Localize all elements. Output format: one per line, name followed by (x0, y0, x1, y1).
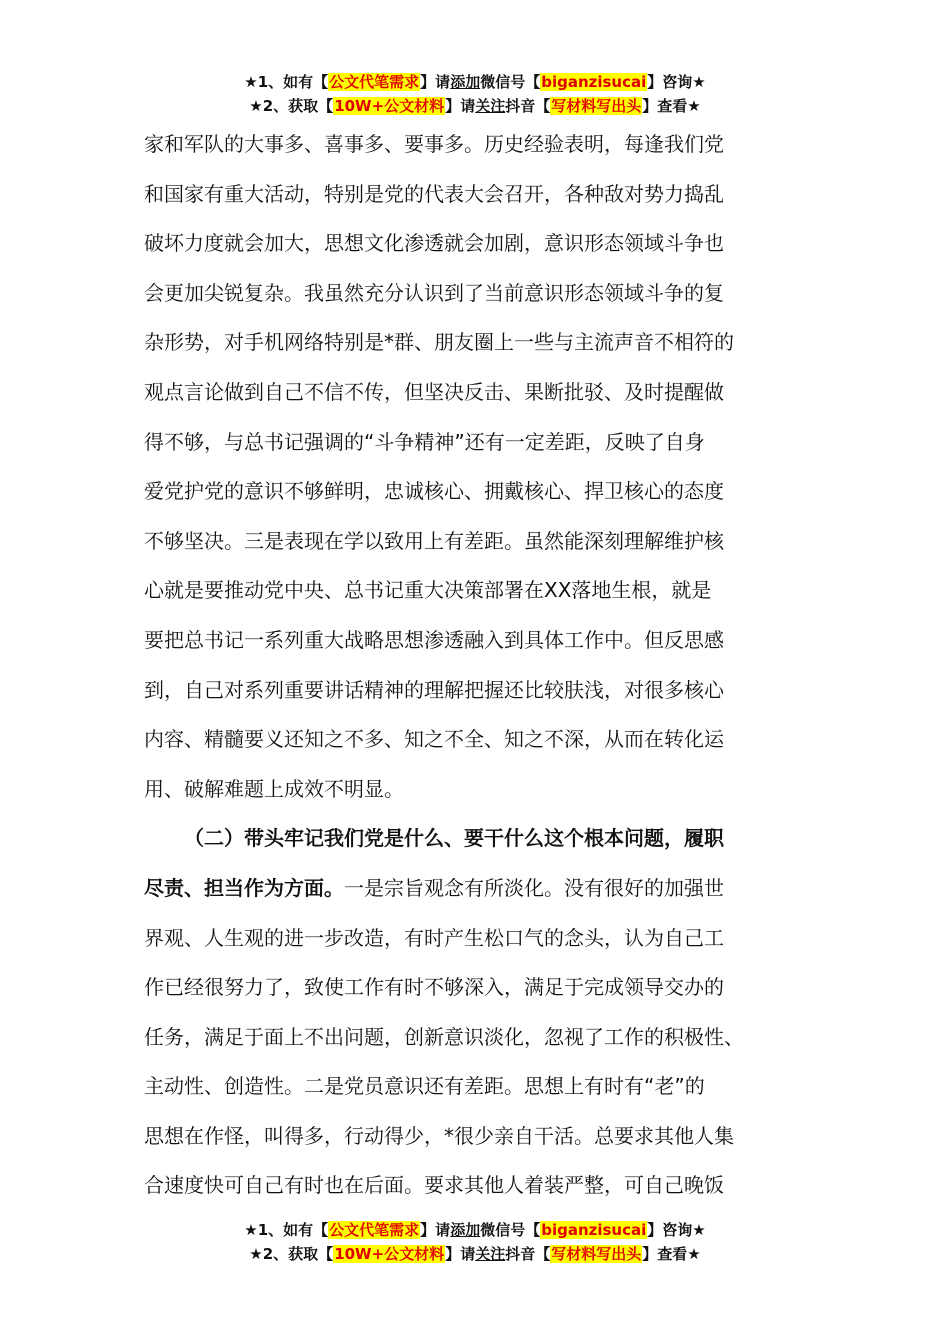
body-line: 主动性、创造性。二是党员意识还有差距。思想上有时有“老”的 (144, 1074, 705, 1099)
highlight-text: 公文代笔需求 (329, 73, 420, 91)
body-line: 杂形势，对手机网络特别是*群、朋友圈上一些与主流声音不相符的 (144, 330, 734, 355)
banner-text: 】请 (445, 1245, 476, 1263)
body-line: 爱党护党的意识不够鲜明，忠诚核心、拥戴核心、捍卫核心的态度 (144, 479, 724, 504)
body-line: 和国家有重大活动，特别是党的代表大会召开，各种敌对势力捣乱 (144, 181, 724, 206)
douyin-id-highlight: 写材料写出头 (551, 97, 642, 115)
underlined-text: 添加 (450, 1221, 481, 1239)
banner-text: 】咨询★ (647, 73, 706, 91)
underlined-text: 添加 (450, 73, 481, 91)
body-line: 用、破解难题上成效不明显。 (144, 776, 404, 801)
wechat-id-highlight: biganzisucai (541, 73, 647, 91)
banner-text: ★2、获取【 (249, 97, 334, 115)
footer-banner (0, 1218, 950, 1266)
body-line: 观点言论做到自己不信不传，但坚决反击、果断批驳、及时提醒做 (144, 379, 724, 404)
banner-text: ★2、获取【 (249, 1245, 334, 1263)
banner-text: 】查看★ (642, 97, 701, 115)
section-heading-bold: 尽责、担当作为方面。 (144, 875, 344, 900)
banner-text: 抖音【 (505, 1245, 551, 1263)
body-line: 合速度快可自己有时也在后面。要求其他人着装严整，可自己晚饭 (144, 1173, 724, 1198)
body-line: 到，自己对系列重要讲话精神的理解把握还比较肤浅，对很多核心 (144, 677, 724, 702)
body-line: 心就是要推动党中央、总书记重大决策部署在XX落地生根，就是 (144, 578, 712, 603)
underlined-text: 关注 (475, 97, 506, 115)
banner-line-1 (0, 70, 950, 94)
body-line: 界观、人生观的进一步改造，有时产生松口气的念头，认为自己工 (144, 925, 724, 950)
wechat-id-highlight: biganzisucai (541, 1221, 647, 1239)
body-line: 会更加尖锐复杂。我虽然充分认识到了当前意识形态领域斗争的复 (144, 280, 724, 305)
banner-line-2 (0, 1242, 950, 1266)
banner-text: 抖音【 (505, 97, 551, 115)
banner-text: 】请 (445, 97, 476, 115)
banner-line-2 (0, 94, 950, 118)
body-line: 破坏力度就会加大，思想文化渗透就会加剧，意识形态领域斗争也 (144, 231, 724, 256)
banner-text: 】请 (420, 1221, 451, 1239)
body-text-span: 一是宗旨观念有所淡化。没有很好的加强世 (344, 875, 724, 900)
banner-text: 】查看★ (642, 1245, 701, 1263)
banner-text: 微信号【 (480, 1221, 541, 1239)
banner-text: 】咨询★ (647, 1221, 706, 1239)
underlined-text: 关注 (475, 1245, 506, 1263)
body-line: 要把总书记一系列重大战略思想渗透融入到具体工作中。但反思感 (144, 627, 724, 652)
section-heading: （二）带头牢记我们党是什么、要干什么这个根本问题，履职 (184, 826, 724, 851)
header-banner (0, 70, 950, 118)
body-line: 任务，满足于面上不出问题，创新意识淡化，忽视了工作的积极性、 (144, 1024, 744, 1049)
banner-text: ★1、如有【 (244, 73, 329, 91)
highlight-text: 10W+公文材料 (334, 1245, 445, 1263)
body-line: 内容、精髓要义还知之不多、知之不全、知之不深，从而在转化运 (144, 727, 724, 752)
douyin-id-highlight: 写材料写出头 (551, 1245, 642, 1263)
body-line: 作已经很努力了，致使工作有时不够深入，满足于完成领导交办的 (144, 975, 724, 1000)
section-heading-line-2 (144, 864, 816, 914)
banner-line-1 (0, 1218, 950, 1242)
document-body (144, 120, 816, 1211)
body-line: 得不够，与总书记强调的“斗争精神”还有一定差距，反映了自身 (144, 429, 705, 454)
highlight-text: 公文代笔需求 (329, 1221, 420, 1239)
body-line: 不够坚决。三是表现在学以致用上有差距。虽然能深刻理解维护核 (144, 528, 724, 553)
banner-text: 微信号【 (480, 73, 541, 91)
body-line: 思想在作怪，叫得多，行动得少，*很少亲自干活。总要求其他人集 (144, 1123, 734, 1148)
highlight-text: 10W+公文材料 (334, 97, 445, 115)
banner-text: 】请 (420, 73, 451, 91)
body-line: 家和军队的大事多、喜事多、要事多。历史经验表明，每逢我们党 (144, 132, 724, 156)
banner-text: ★1、如有【 (244, 1221, 329, 1239)
